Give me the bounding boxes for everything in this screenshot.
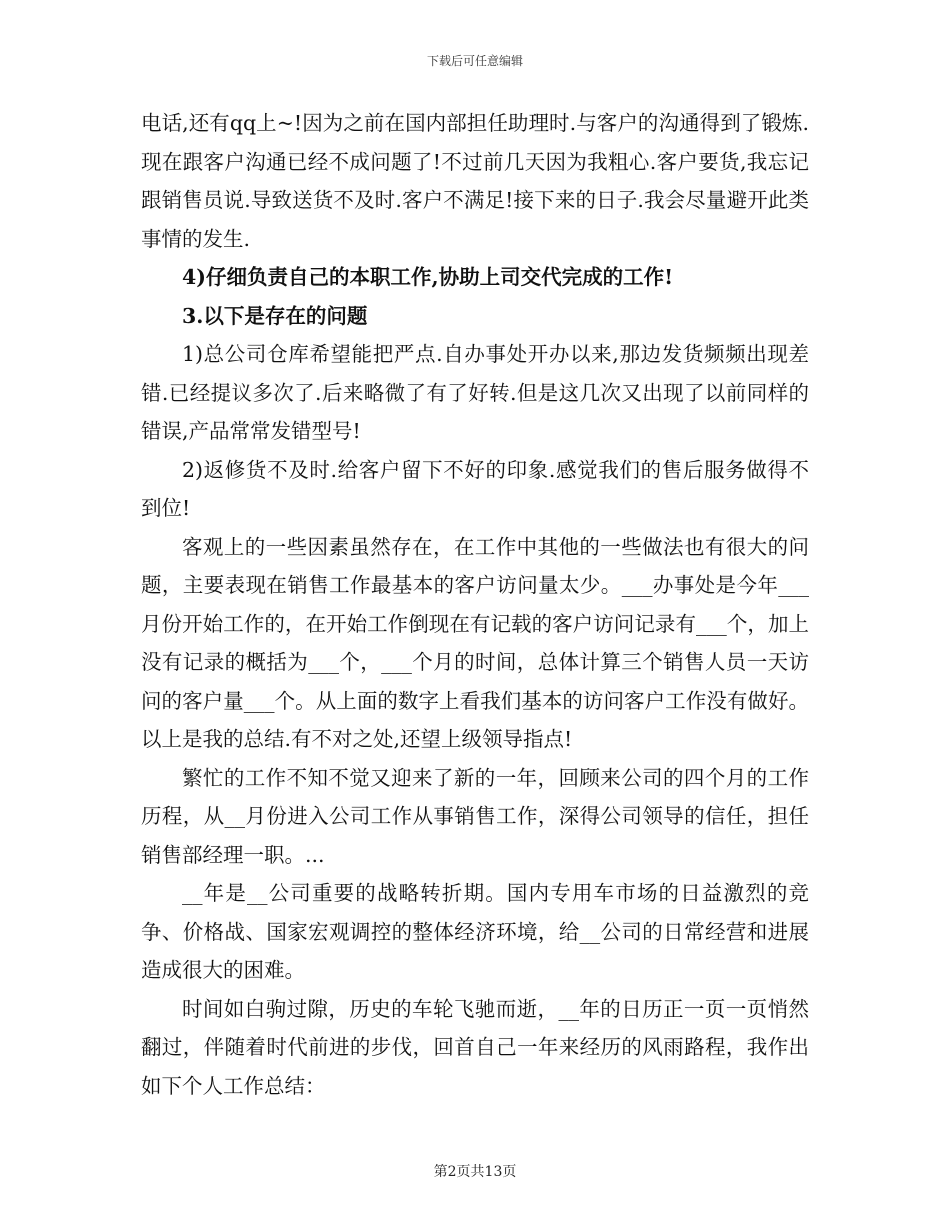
paragraph-problem-1: 1)总公司仓库希望能把严点.自办事处开办以来,那边发货频频出现差错.已经提议多次了.后来略微了有了好转.但是这几次又出现了以前同样的错误,产品常常发错型号! — [141, 342, 809, 443]
page-footer-page-number: 第2页共13页 — [433, 1164, 517, 1180]
paragraph-new-year: 繁忙的工作不知不觉又迎来了新的一年，回顾来公司的四个月的工作历程，从__月份进入公司工作从事销售工作，深得公司领导的信任，担任销售部经理一职。... — [141, 765, 809, 867]
page-header: 下载后可任意编辑 — [426, 54, 523, 68]
paragraph-turning-point: __年是__公司重要的战略转折期。国内专用车市场的日益激烈的竞争、价格战、国家宏观调控的整体经济环境，给__公司的日常经营和进展造成很大的困难。 — [141, 881, 809, 982]
paragraph-objective-factors: 客观上的一些因素虽然存在，在工作中其他的一些做法也有很大的问题，主要表现在销售工作最基本的客户访问量太少。___办事处是今年___月份开始工作的，在开始工作倒现在有记载的客户访问记录有___个，加上没有记录的概括为___个，___个月的时间，总体计算三个销售人员一天访问的客户量___个。从上面的数字上看我们基本的访问客户工作没有做好。以上是我的总结.有不对之处,还望上级领导指点! — [141, 534, 809, 751]
paragraph-time-flies: 时间如白驹过隙，历史的车轮飞驰而逝，__年的日历正一页一页悄然翻过，伴随着时代前进的步伐，回首自己一年来经历的风雨路程，我作出如下个人工作总结： — [141, 996, 809, 1098]
paragraph-item-4-heading: 4)仔细负责自己的本职工作,协助上司交代完成的工作! — [182, 265, 674, 289]
paragraph-continued-text: 电话,还有qq上~!因为之前在国内部担任助理时.与客户的沟通得到了锻炼.现在跟客户沟通已经不成问题了!不过前几天因为我粗心.客户要货,我忘记跟销售员说.导致送货不及时.客户不满足!接下来的日子.我会尽量避开此类事情的发生. — [141, 111, 809, 251]
document-body — [141, 104, 809, 1105]
paragraph-problem-2: 2)返修货不及时.给客户留下不好的印象.感觉我们的售后服务做得不到位! — [141, 457, 809, 520]
section-heading-problems: 3.以下是存在的问题 — [182, 303, 368, 328]
